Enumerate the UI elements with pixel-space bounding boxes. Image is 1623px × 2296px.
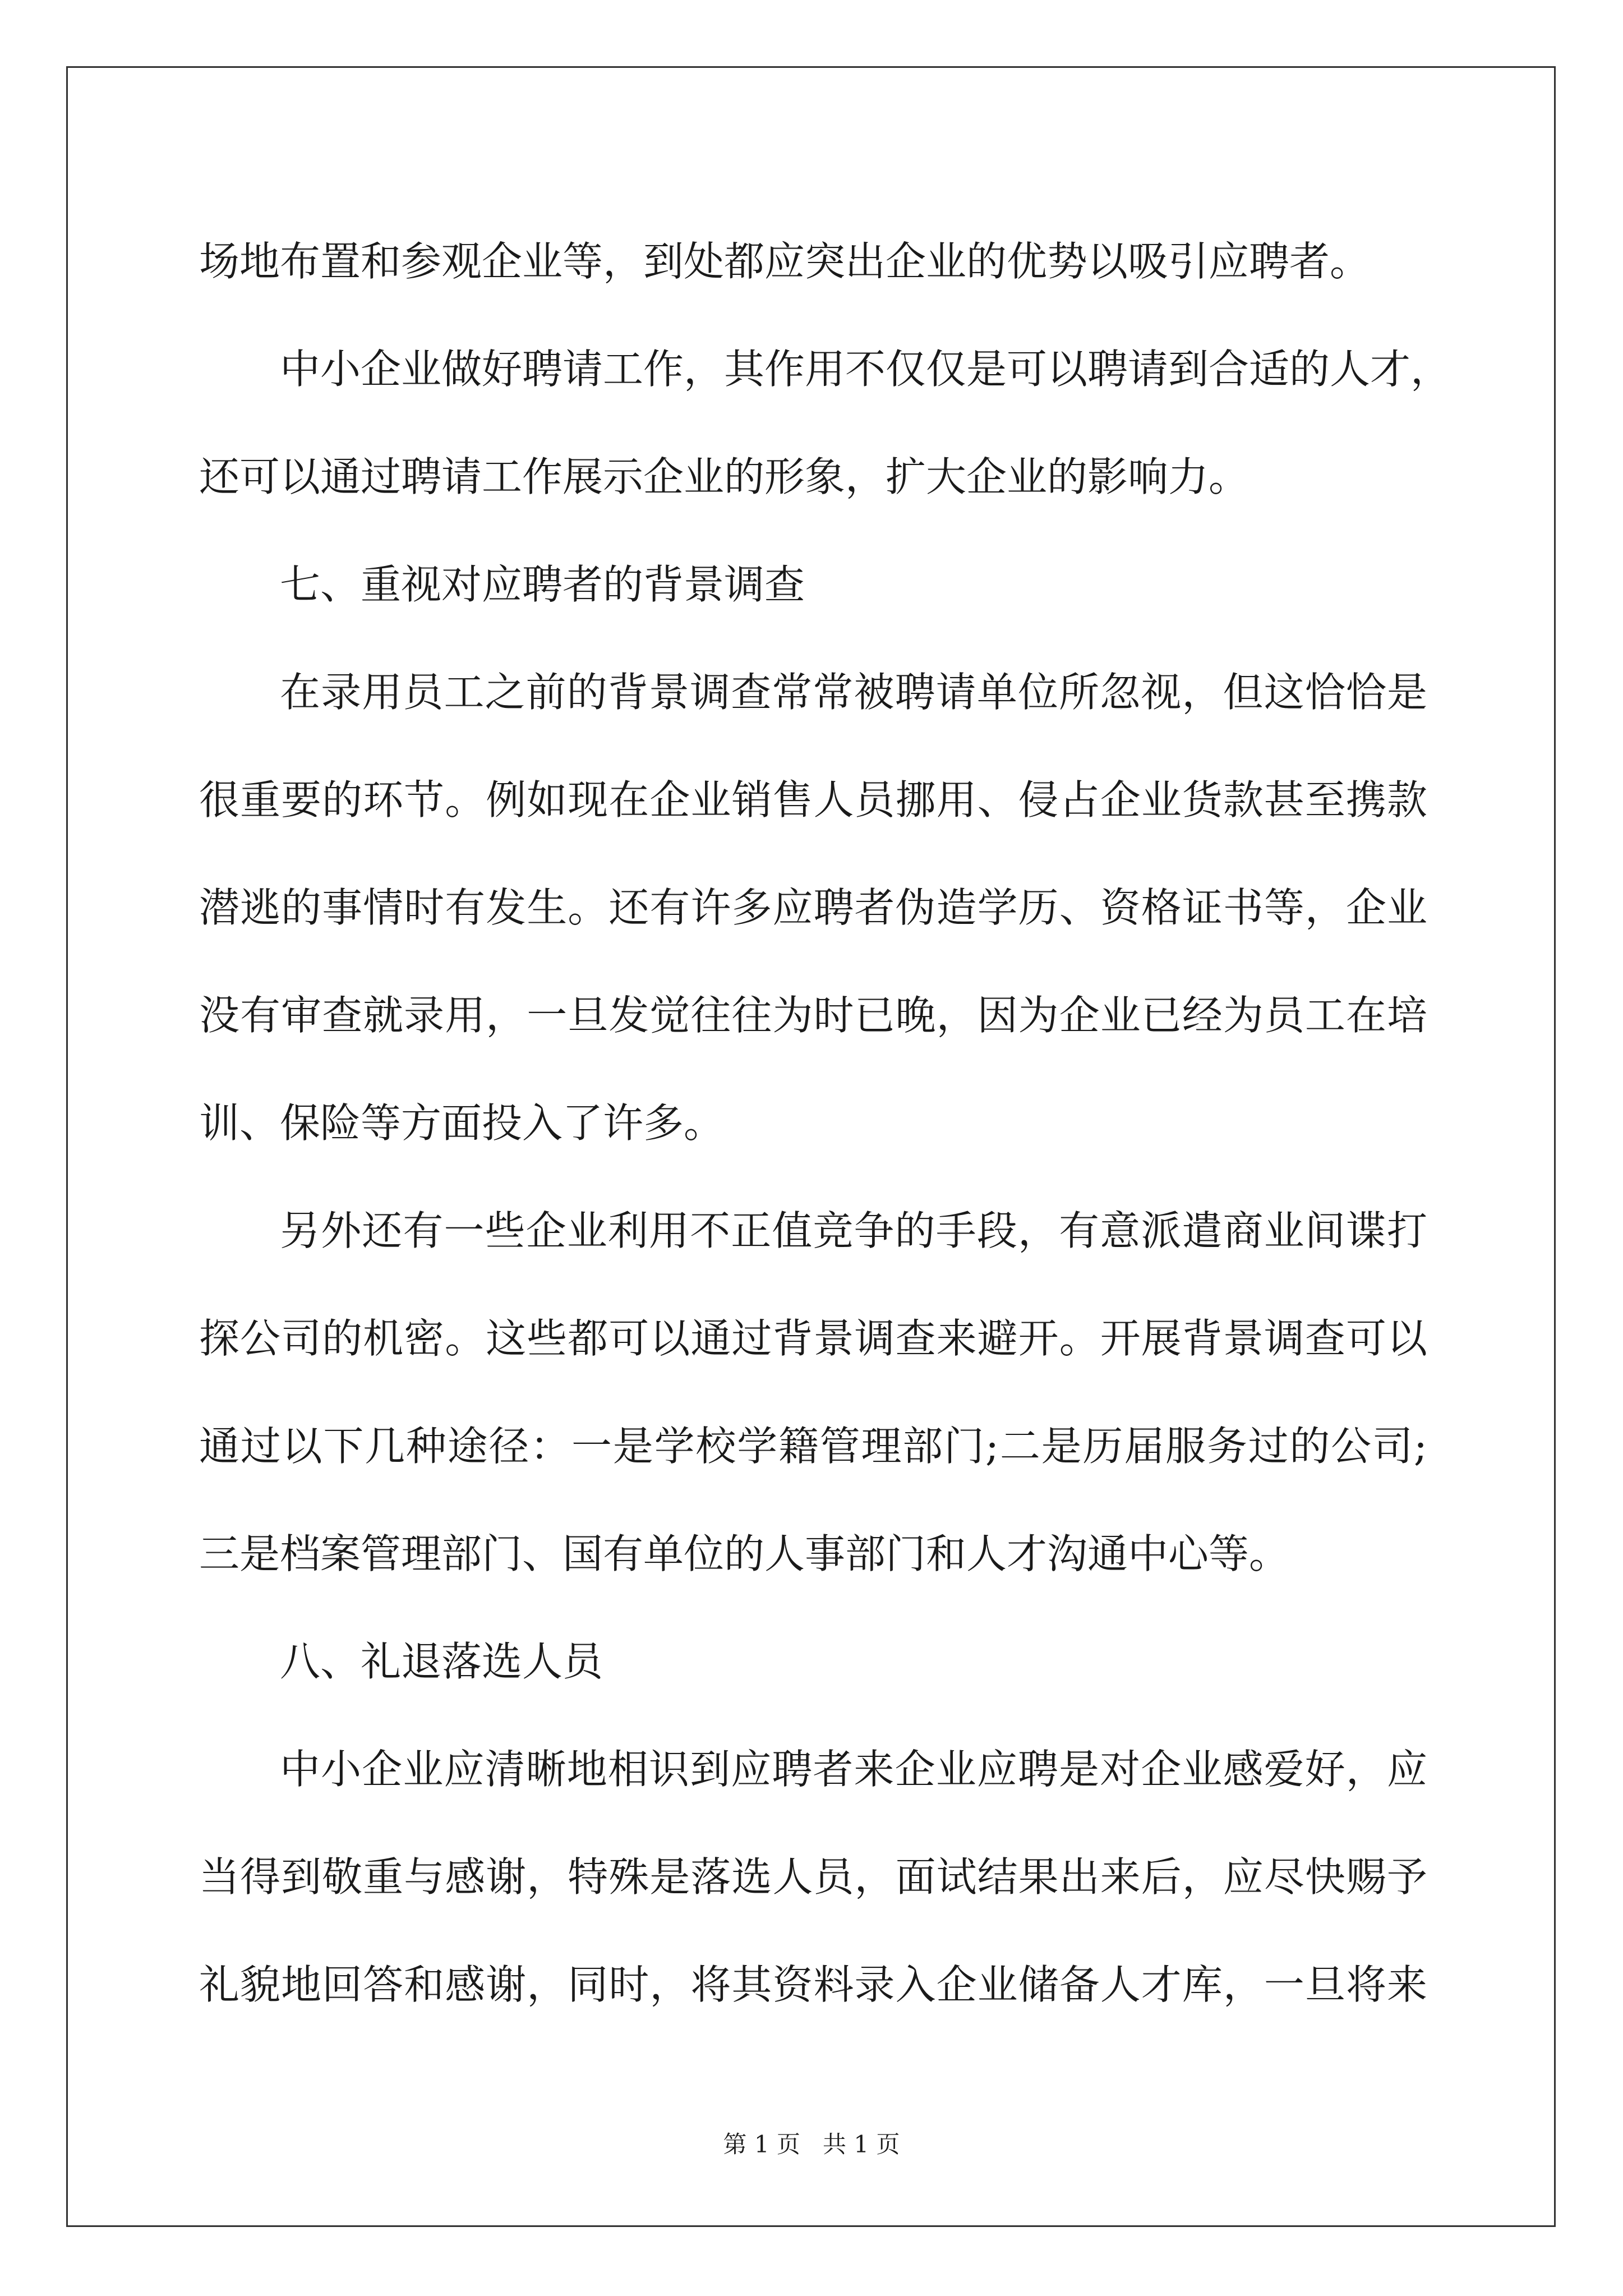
paragraph-start-line: 在录用员工之前的背景调查常常被聘请单位所忽视，但这恰恰是 [280,669,1427,716]
text-line: 礼貌地回答和感谢，同时，将其资料录入企业储备人才库，一旦将来 [199,1961,1427,2008]
text-line: 很重要的环节。例如现在企业销售人员挪用、侵占企业货款甚至携款 [199,776,1427,823]
page-footer: 第 1 页 共 1 页 [723,2131,900,2158]
section-heading-7: 七、重视对应聘者的背景调查 [280,561,805,608]
text-line: 当得到敬重与感谢，特殊是落选人员，面试结果出来后，应尽快赐予 [199,1853,1427,1901]
paragraph-start-line: 中小企业应清晰地相识到应聘者来企业应聘是对企业感爱好，应 [280,1746,1427,1793]
text-line: 三是档案管理部门、国有单位的人事部门和人才沟通中心等。 [199,1530,1290,1577]
text-line: 探公司的机密。这些都可以通过背景调查来避开。开展背景调查可以 [199,1315,1427,1362]
text-line: 没有审查就录用，一旦发觉往往为时已晚，因为企业已经为员工在培 [199,992,1427,1039]
text-line: 还可以通过聘请工作展示企业的形象，扩大企业的影响力。 [199,453,1249,500]
text-line: 场地布置和参观企业等，到处都应突出企业的优势以吸引应聘者。 [199,238,1371,285]
paragraph-start-line: 中小企业做好聘请工作，其作用不仅仅是可以聘请到合适的人才， [280,346,1451,393]
text-line: 训、保险等方面投入了许多。 [199,1099,725,1147]
text-line: 通过以下几种途径：一是学校学籍管理部门;二是历届服务过的公司; [199,1423,1427,1470]
paragraph-start-line: 另外还有一些企业利用不正值竞争的手段，有意派遣商业间谍打 [280,1207,1427,1254]
text-line: 潜逃的事情时有发生。还有许多应聘者伪造学历、资格证书等，企业 [199,884,1427,931]
section-heading-8: 八、礼退落选人员 [280,1638,603,1685]
document-body [199,208,1451,2039]
